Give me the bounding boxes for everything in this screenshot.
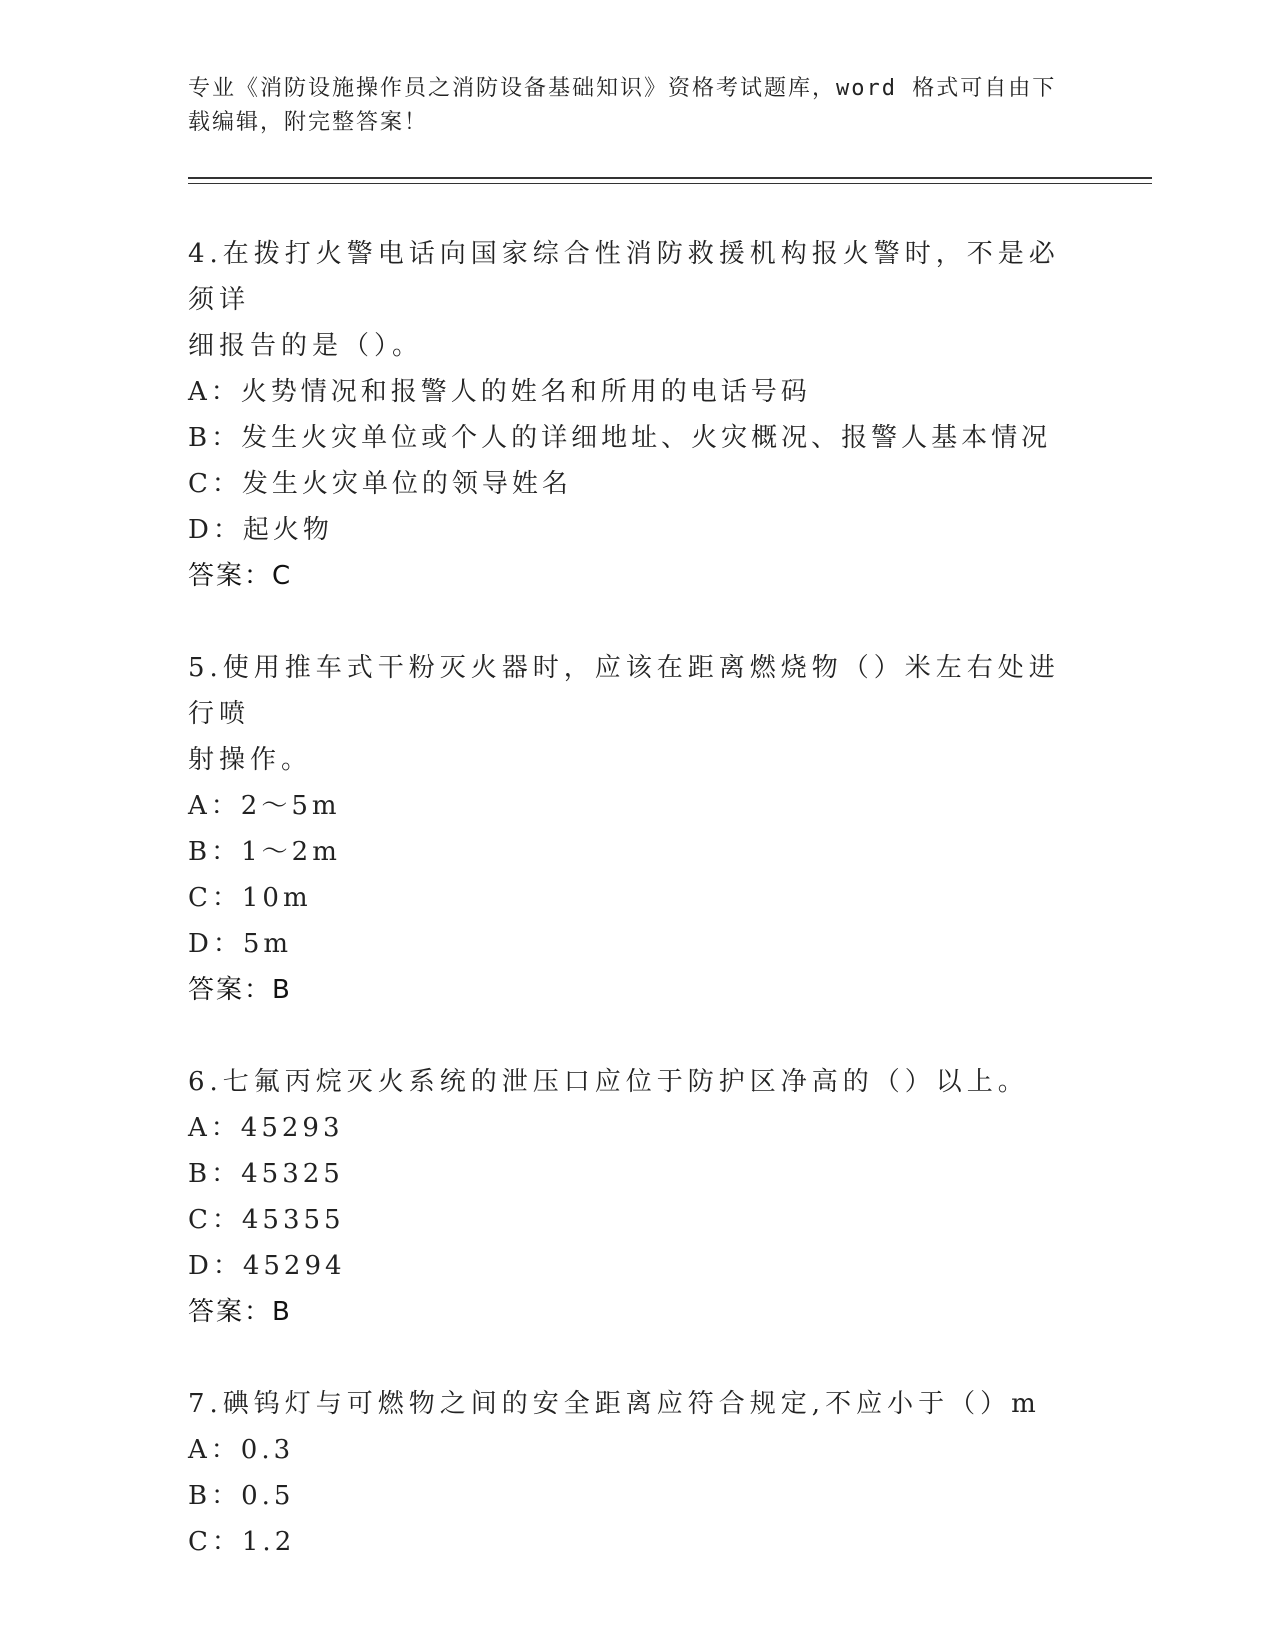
question-5 [188, 645, 1068, 1013]
option-b: B：45325 [188, 1159, 344, 1189]
header-line-2: 载编辑，附完整答案！ [188, 110, 429, 135]
option-b: B：发生火灾单位或个人的详细地址、火灾概况、报警人基本情况 [188, 423, 1052, 453]
question-stem: 6.七氟丙烷灭火系统的泄压口应位于防护区净高的（）以上。 [188, 1067, 1029, 1097]
option-c: C：发生火灾单位的领导姓名 [188, 469, 572, 499]
answer: 答案：B [188, 1297, 292, 1327]
option-d: D：5m [188, 929, 293, 959]
question-4 [188, 231, 1068, 599]
header-line-1: 专业《消防设施操作员之消防设备基础知识》资格考试题库，word 格式可自由下 [188, 76, 1057, 101]
option-b: B：0.5 [188, 1481, 295, 1511]
option-c: C：10m [188, 883, 312, 913]
question-spacer [188, 599, 1068, 645]
option-a: A：0.3 [188, 1435, 295, 1465]
option-d: D：起火物 [188, 515, 333, 545]
question-spacer [188, 1013, 1068, 1059]
option-c: C：45355 [188, 1205, 345, 1235]
header-divider-thick [188, 177, 1152, 179]
answer: 答案：B [188, 975, 292, 1005]
question-list [188, 231, 1068, 1565]
option-b: B：1～2m [188, 837, 341, 867]
option-d: D：45294 [188, 1251, 346, 1281]
document-header [188, 72, 1068, 140]
answer: 答案：C [188, 561, 293, 591]
question-7 [188, 1381, 1068, 1565]
question-spacer [188, 1335, 1068, 1381]
question-stem-continued: 射操作。 [188, 745, 313, 775]
question-stem: 7.碘钨灯与可燃物之间的安全距离应符合规定,不应小于（）m [188, 1389, 1041, 1419]
option-a: A：2～5m [188, 791, 341, 821]
option-a: A：45293 [188, 1113, 344, 1143]
question-stem-continued: 细报告的是（）。 [188, 331, 424, 361]
question-stem: 5.使用推车式干粉灭火器时，应该在距离燃烧物（）米左右处进行喷 [188, 653, 1060, 729]
question-stem: 4.在拨打火警电话向国家综合性消防救援机构报火警时，不是必须详 [188, 239, 1060, 315]
option-c: C：1.2 [188, 1527, 296, 1557]
header-divider-thin [188, 183, 1152, 184]
option-a: A：火势情况和报警人的姓名和所用的电话号码 [188, 377, 811, 407]
question-6 [188, 1059, 1068, 1335]
